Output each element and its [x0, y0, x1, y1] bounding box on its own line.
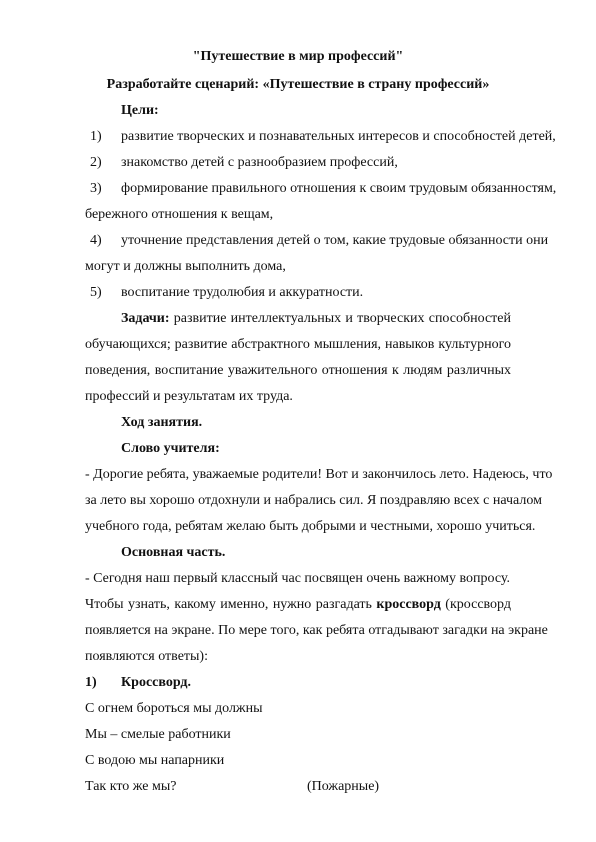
- main-text-line-3: появляется на экране. По мере того, как ребята отгадывают загадки на экране: [85, 623, 548, 638]
- goal-item-4: [90, 233, 548, 249]
- main-text-line-4: появляются ответы):: [85, 649, 208, 664]
- goal-text: развитие творческих и познавательных интересов и способностей детей,: [121, 129, 556, 144]
- riddle-answer: (Пожарные): [307, 779, 380, 794]
- goal-text: воспитание трудолюбия и аккуратности.: [121, 285, 364, 300]
- document-title: "Путешествие в мир профессий": [192, 49, 404, 64]
- tasks-line-3: поведения, воспитание уважительного отношения к людям различных: [85, 363, 511, 378]
- goals-heading: Цели:: [121, 103, 159, 118]
- main-text-line-1: - Сегодня наш первый классный час посвящен очень важному вопросу.: [85, 571, 510, 586]
- goal-item-5: [90, 285, 363, 301]
- goal-number: 3): [90, 181, 102, 196]
- goal-text: формирование правильного отношения к своим трудовым обязанностям,: [121, 181, 557, 196]
- riddle-line-4: Так кто же мы?: [85, 779, 177, 794]
- main-text-line-2: [85, 597, 511, 613]
- teacher-text-line-2: за лето вы хорошо отдохнули и набрались сил. Я поздравляю всех с началом: [85, 493, 542, 508]
- goal-number: 1): [90, 129, 102, 144]
- crossword-heading: [85, 675, 191, 691]
- tasks-line-2: обучающихся; развитие абстрактного мышления, навыков культурного: [85, 337, 511, 352]
- crossword-keyword: кроссворд: [376, 597, 441, 612]
- teacher-text-line-1: - Дорогие ребята, уважаемые родители! Вот и закончилось лето. Надеюсь, что: [85, 467, 553, 482]
- goal-item-3: [90, 181, 556, 197]
- teacher-text-line-3: учебного года, ребятам желаю быть добрыми и честными, хорошо учиться.: [85, 519, 536, 534]
- riddle-line-3: С водою мы напарники: [85, 753, 225, 768]
- riddle-line-2: Мы – смелые работники: [85, 727, 231, 742]
- goal-number: 2): [90, 155, 102, 170]
- course-heading: Ход занятия.: [121, 415, 203, 430]
- main-heading: Основная часть.: [121, 545, 226, 560]
- main-text-post: (кроссворд: [440, 597, 511, 612]
- goal-item-4-continued: могут и должны выполнить дома,: [85, 259, 286, 274]
- crossword-label: Кроссворд.: [121, 675, 192, 690]
- document-subtitle: Разработайте сценарий: «Путешествие в страну профессий»: [106, 77, 490, 92]
- goal-number: 4): [90, 233, 102, 248]
- goal-text: знакомство детей с разнообразием профессий,: [121, 155, 398, 170]
- teacher-heading: Слово учителя:: [121, 441, 220, 456]
- tasks-label: Задачи:: [121, 311, 170, 326]
- goal-item-2: [90, 155, 398, 171]
- goal-text: уточнение представления детей о том, какие трудовые обязанности они: [121, 233, 549, 248]
- crossword-number: 1): [85, 675, 97, 690]
- main-text-pre: Чтобы узнать, какому именно, нужно разгадать: [85, 597, 377, 612]
- riddle-line-1: С огнем бороться мы должны: [85, 701, 263, 716]
- goal-item-1: [90, 129, 556, 145]
- tasks-line-4: профессий и результатам их труда.: [85, 389, 293, 404]
- tasks-text: развитие интеллектуальных и творческих способностей: [173, 311, 511, 326]
- tasks-line-1: [121, 311, 511, 327]
- goal-item-3-continued: бережного отношения к вещам,: [85, 207, 274, 222]
- goal-number: 5): [90, 285, 102, 300]
